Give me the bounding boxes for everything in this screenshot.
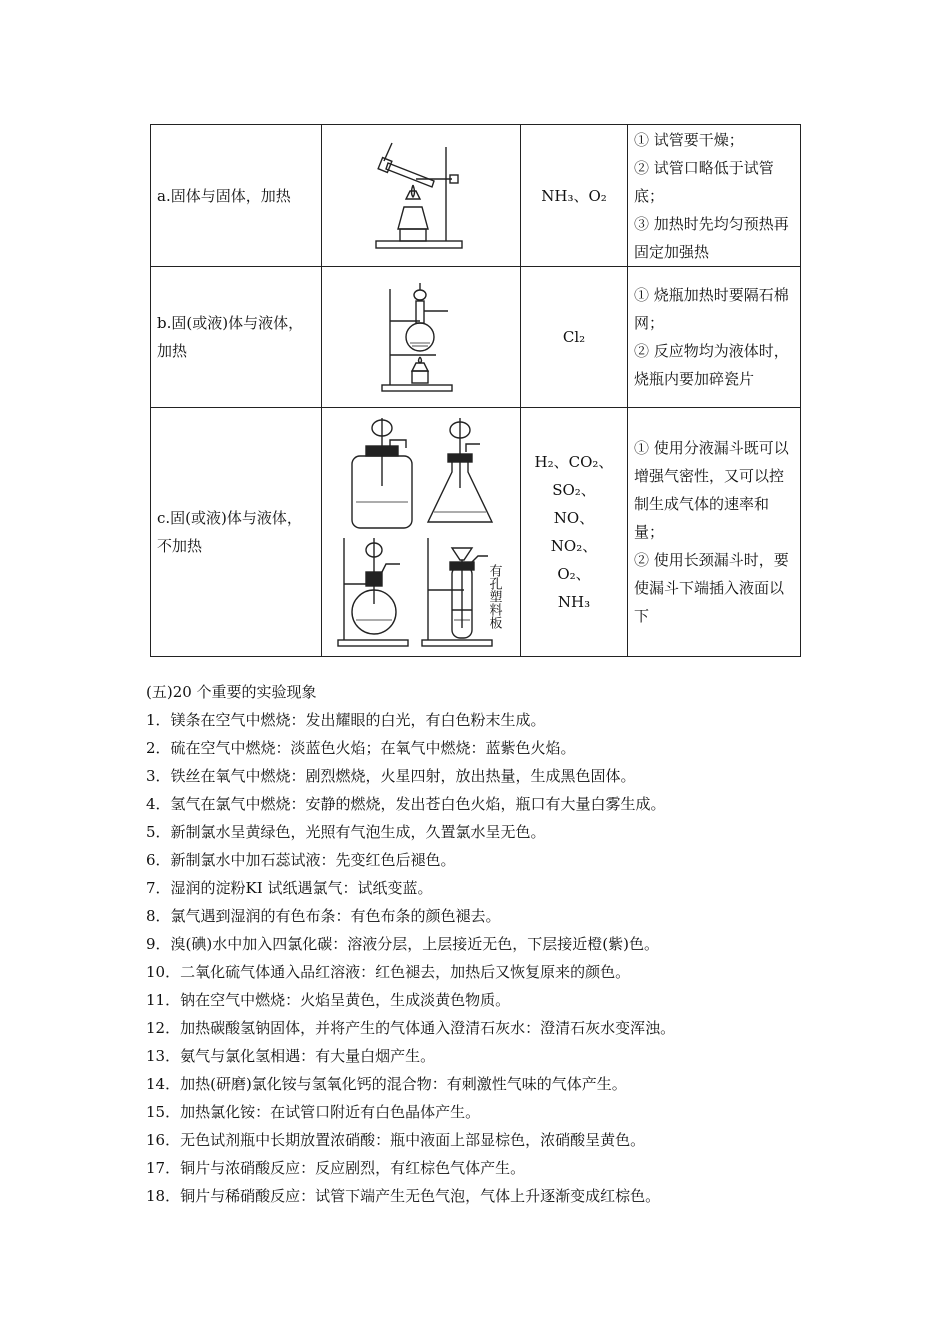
section-title: (五)20 个重要的实验现象 bbox=[146, 683, 317, 701]
notes-cell bbox=[628, 267, 801, 408]
note-text: ① 烧瓶加热时要隔石棉网； bbox=[634, 286, 789, 332]
note-text: ① 试管要干燥； bbox=[634, 130, 744, 149]
list-item: 13．氨气与氯化氢相遇：有大量白烟产生。 bbox=[146, 1047, 436, 1065]
list-item: 15．加热氯化铵：在试管口附近有白色晶体产生。 bbox=[146, 1103, 481, 1121]
gas-cell bbox=[521, 125, 628, 267]
gas-text: NO、 bbox=[553, 509, 595, 527]
list-item: 2．硫在空气中燃烧：淡蓝色火焰；在氧气中燃烧：蓝紫色火焰。 bbox=[146, 739, 576, 757]
list-item: 6．新制氯水中加石蕊试液：先变红色后褪色。 bbox=[146, 851, 456, 869]
note-text: ② 试管口略低于试管底； bbox=[634, 158, 774, 205]
no-heating-apparatus-icon bbox=[328, 414, 518, 650]
condition-cell: a.固体与固体，加热 bbox=[151, 125, 322, 267]
table-row bbox=[151, 267, 801, 408]
note-text: ① 使用分液漏斗既可以增强气密性，又可以控制生成气体的速率和量； bbox=[634, 439, 789, 541]
flask-heating-apparatus-icon bbox=[376, 281, 466, 393]
apparatus-figure-cell bbox=[322, 125, 521, 267]
gas-text: SO₂、 bbox=[552, 481, 596, 499]
list-item: 8．氯气遇到湿润的有色布条：有色布条的颜色褪去。 bbox=[146, 907, 501, 925]
gas-text: Cl₂ bbox=[562, 328, 586, 346]
gas-cell bbox=[521, 408, 628, 657]
gas-text: NH₃ bbox=[557, 593, 591, 611]
condition-cell: c.固(或液)体与液体，不加热 bbox=[151, 408, 322, 657]
list-item: 3．铁丝在氧气中燃烧：剧烈燃烧，火星四射，放出热量，生成黑色固体。 bbox=[146, 767, 636, 785]
list-item: 16．无色试剂瓶中长期放置浓硝酸：瓶中液面上部显棕色，浓硝酸呈黄色。 bbox=[146, 1131, 646, 1149]
gas-text: O₂、 bbox=[557, 565, 591, 583]
apparatus-figure-cell bbox=[322, 408, 521, 657]
list-item: 10．二氧化硫气体通入品红溶液：红色褪去，加热后又恢复原来的颜色。 bbox=[146, 963, 631, 981]
list-item: 1．镁条在空气中燃烧：发出耀眼的白光，有白色粉末生成。 bbox=[146, 711, 546, 729]
solid-heating-apparatus-icon bbox=[366, 137, 476, 255]
note-text: ② 反应物均为液体时，烧瓶内要加碎瓷片 bbox=[634, 342, 789, 388]
notes-cell bbox=[628, 125, 801, 267]
list-item: 11．钠在空气中燃烧：火焰呈黄色，生成淡黄色物质。 bbox=[146, 991, 511, 1009]
list-item: 9．溴(碘)水中加入四氯化碳：溶液分层，上层接近无色，下层接近橙(紫)色。 bbox=[146, 935, 659, 953]
list-item: 17．铜片与浓硝酸反应：反应剧烈，有红棕色气体产生。 bbox=[146, 1159, 526, 1177]
gas-generation-table bbox=[150, 124, 801, 657]
gas-text: NO₂、 bbox=[550, 537, 598, 555]
list-item: 12．加热碳酸氢钠固体，并将产生的气体通入澄清石灰水：澄清石灰水变浑浊。 bbox=[146, 1019, 676, 1037]
note-text: ③ 加热时先均匀预热再固定加强热 bbox=[634, 214, 789, 261]
notes-cell bbox=[628, 408, 801, 657]
apparatus-figure-cell bbox=[322, 267, 521, 408]
table-row bbox=[151, 408, 801, 657]
table-row bbox=[151, 125, 801, 267]
list-item: 18．铜片与稀硝酸反应：试管下端产生无色气泡，气体上升逐渐变成红棕色。 bbox=[146, 1187, 661, 1205]
gas-text: NH₃、O₂ bbox=[541, 186, 607, 205]
note-text: ② 使用长颈漏斗时，要使漏斗下端插入液面以下 bbox=[634, 551, 789, 625]
phenomena-list bbox=[146, 706, 866, 1210]
list-item: 7．湿润的淀粉KI 试纸遇氯气：试纸变蓝。 bbox=[146, 879, 433, 897]
condition-cell: b.固(或液)体与液体，加热 bbox=[151, 267, 322, 408]
gas-text: H₂、CO₂、 bbox=[534, 453, 614, 471]
list-item: 14．加热(研磨)氯化铵与氢氧化钙的混合物：有刺激性气味的气体产生。 bbox=[146, 1075, 627, 1093]
gas-cell bbox=[521, 267, 628, 408]
list-item: 5．新制氯水呈黄绿色，光照有气泡生成，久置氯水呈无色。 bbox=[146, 823, 546, 841]
perforated-plate-label: 有孔塑料板 bbox=[486, 564, 502, 629]
list-item: 4．氢气在氯气中燃烧：安静的燃烧，发出苍白色火焰，瓶口有大量白雾生成。 bbox=[146, 795, 666, 813]
